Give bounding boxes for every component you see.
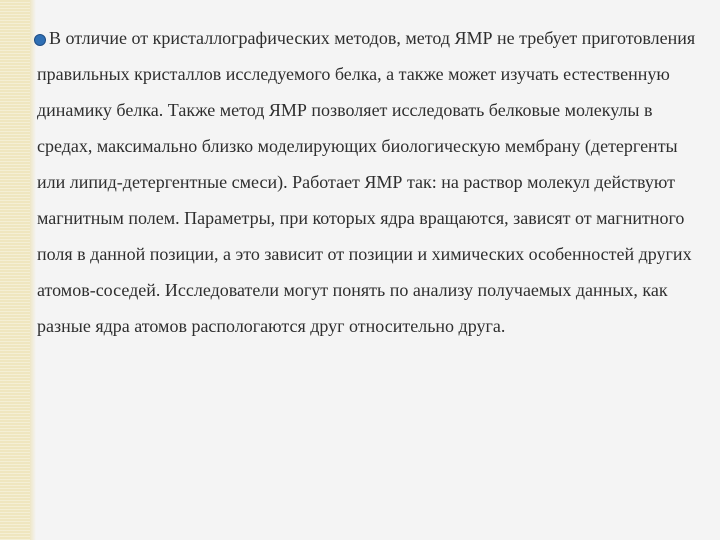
side-stripe-edge bbox=[30, 0, 36, 540]
slide-body-text: В отличие от кристаллографических методов, метод ЯМР не требует приготовления правильных кристаллов исследуемого белка, а также может изучать естественную динамику белка. Также метод ЯМР позволяет исследовать белковые молекулы в средах, максимально близко моделирующих биологическую мембрану (детергенты или липид-детергентные смеси). Работает ЯМР так: на раствор молекул действуют магнитным полем. Параметры, при которых ядра вращаются, зависят от магнитного поля в данной позиции, а это зависит от позиции и химических особенностей других атомов-соседей. Исследователи могут понять по анализу получаемых данных, как разные ядра атомов распологаются друг относительно друга. bbox=[37, 28, 696, 336]
decorative-side-stripe bbox=[0, 0, 30, 540]
